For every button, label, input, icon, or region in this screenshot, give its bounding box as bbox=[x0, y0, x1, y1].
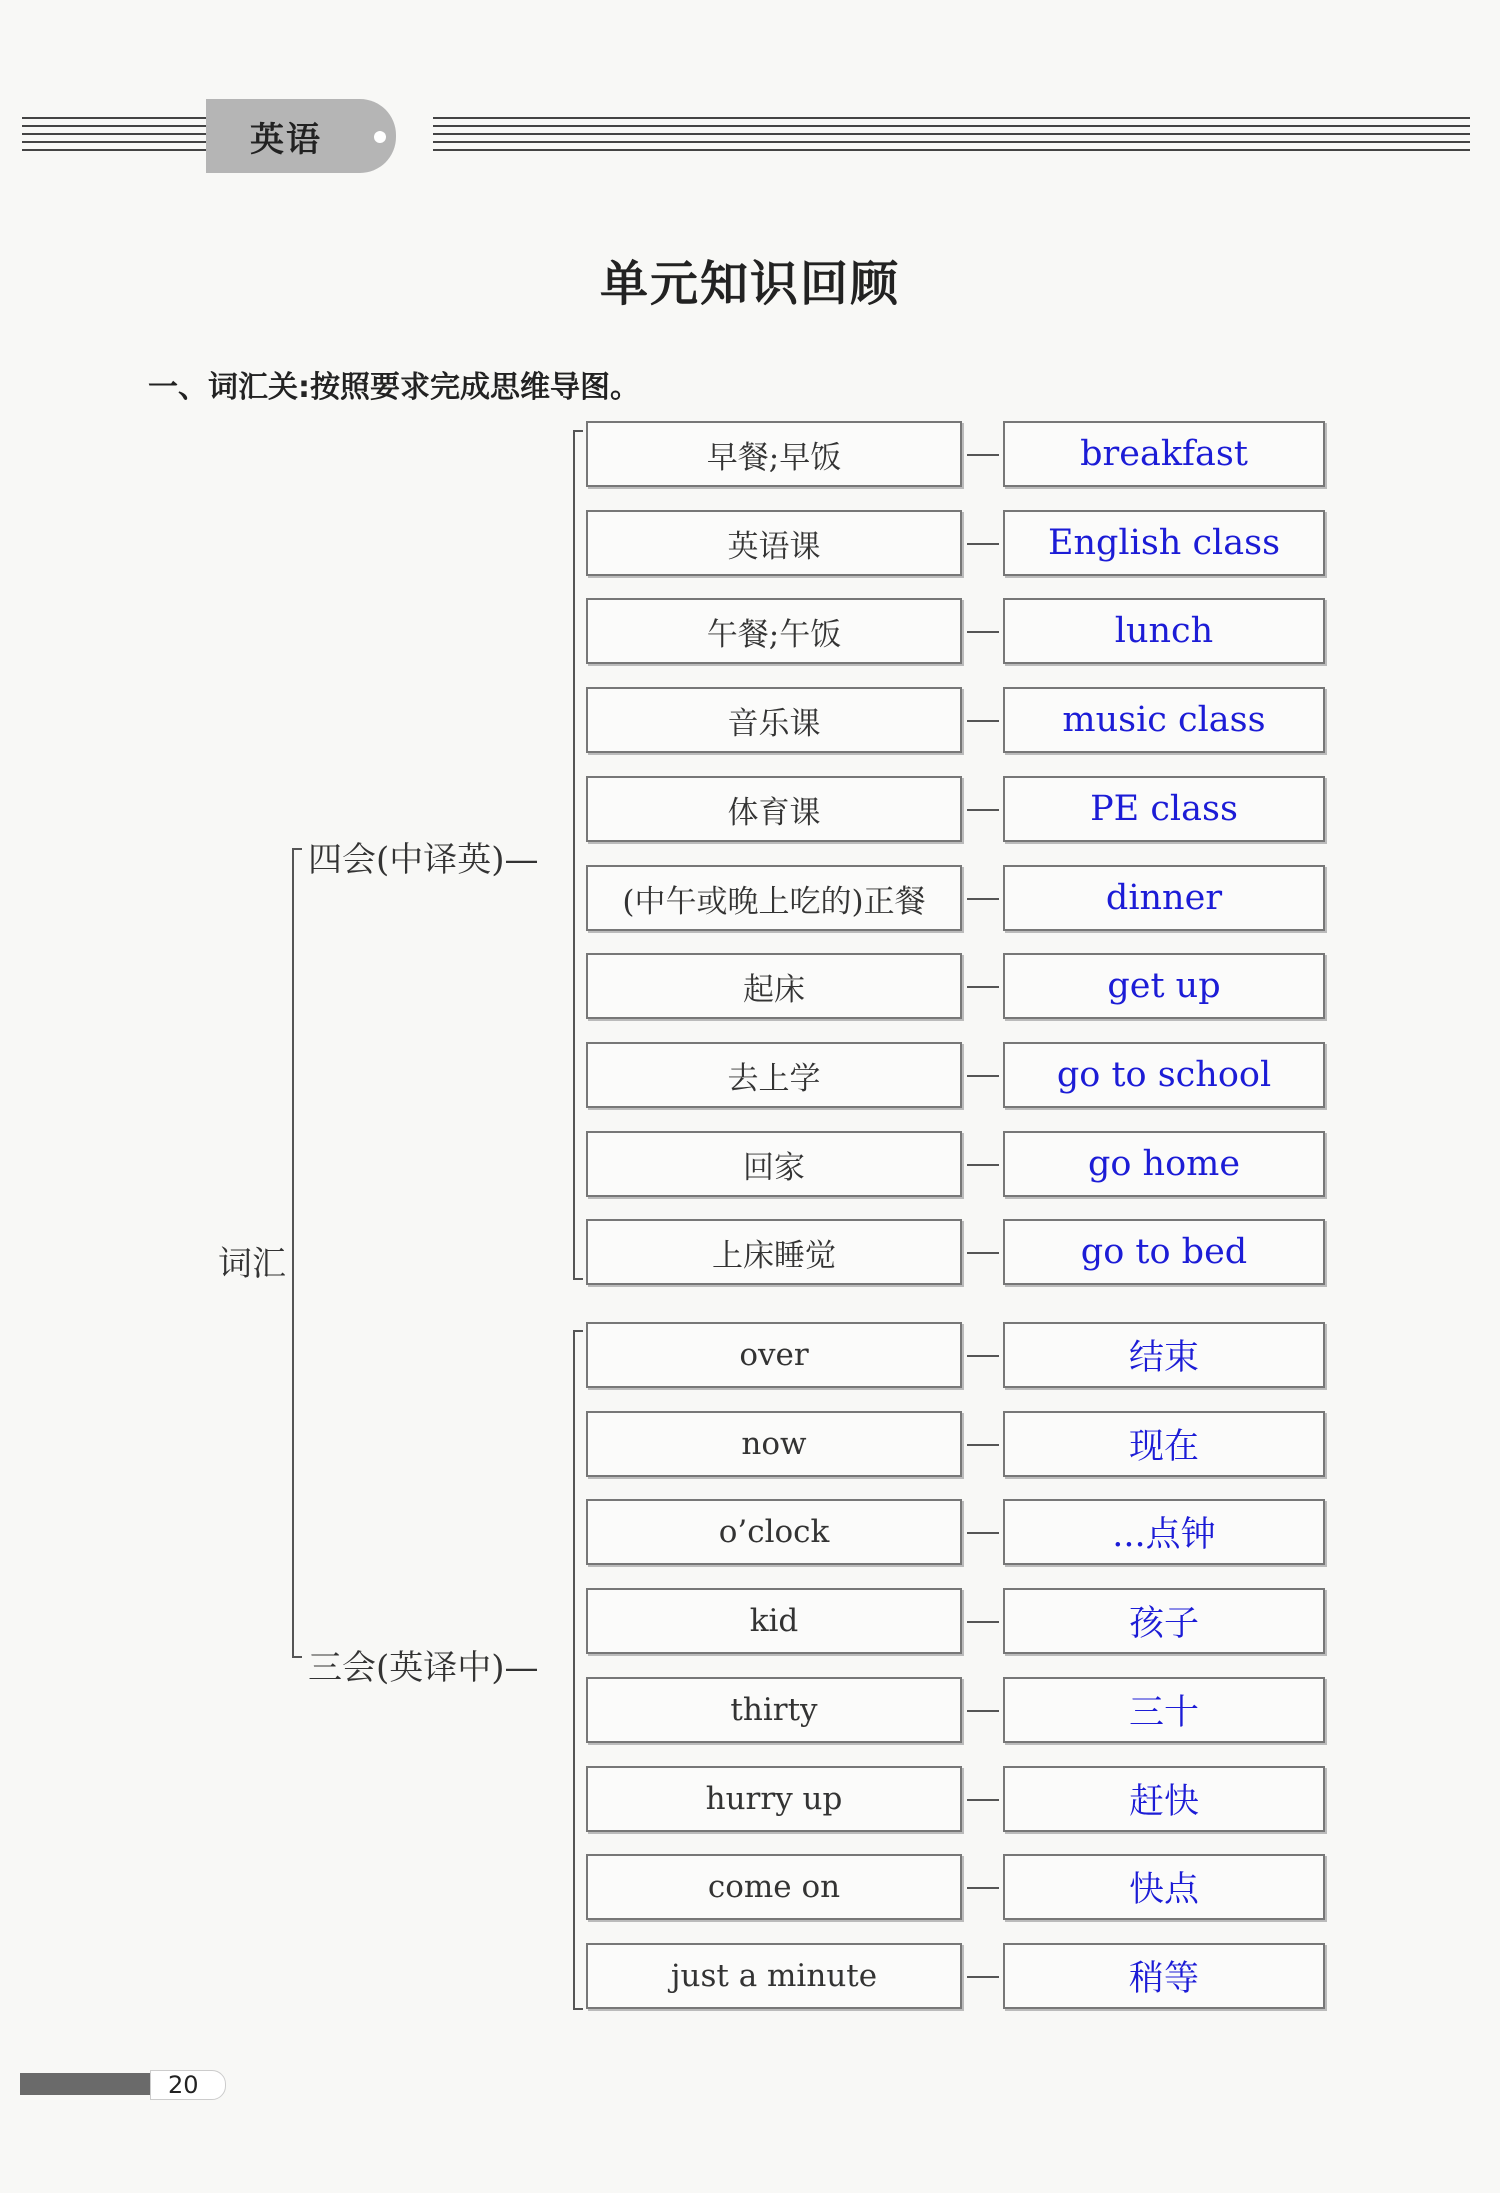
header-rule-right bbox=[433, 117, 1470, 157]
vocab-prompt-box: 体育课 bbox=[586, 776, 962, 842]
vocab-answer-box: ...点钟 bbox=[1003, 1499, 1325, 1565]
vocab-answer-box: breakfast bbox=[1003, 421, 1325, 487]
vocab-prompt-box: 英语课 bbox=[586, 510, 962, 576]
tab-dot-icon bbox=[374, 131, 386, 143]
vocab-prompt-box: o’clock bbox=[586, 1499, 962, 1565]
connector-dash bbox=[967, 1444, 999, 1446]
vocab-prompt-box: hurry up bbox=[586, 1766, 962, 1832]
branch-bracket-three-skills bbox=[573, 1330, 575, 2010]
vocab-answer-box: dinner bbox=[1003, 865, 1325, 931]
page-number: 20 bbox=[168, 2071, 199, 2099]
connector-dash bbox=[967, 1075, 999, 1077]
vocab-prompt-box: 音乐课 bbox=[586, 687, 962, 753]
connector-dash bbox=[967, 1887, 999, 1889]
vocab-answer-box: lunch bbox=[1003, 598, 1325, 664]
connector-dash bbox=[967, 898, 999, 900]
vocab-answer-box: 快点 bbox=[1003, 1854, 1325, 1920]
mindmap-root: 词汇 bbox=[218, 1244, 286, 1284]
vocab-answer-box: 现在 bbox=[1003, 1411, 1325, 1477]
connector-dash bbox=[967, 1355, 999, 1357]
connector-dash bbox=[967, 986, 999, 988]
vocab-prompt-box: 回家 bbox=[586, 1131, 962, 1197]
connector-dash bbox=[967, 631, 999, 633]
vocab-prompt-box: 起床 bbox=[586, 953, 962, 1019]
vocab-answer-box: 三十 bbox=[1003, 1677, 1325, 1743]
section-heading: 一、词汇关:按照要求完成思维导图。 bbox=[148, 370, 640, 405]
branch-label-four-skills: 四会(中译英)— bbox=[308, 840, 539, 880]
connector-dash bbox=[967, 809, 999, 811]
vocab-prompt-box: just a minute bbox=[586, 1943, 962, 2009]
vocab-answer-box: PE class bbox=[1003, 776, 1325, 842]
vocab-prompt-box: 早餐;早饭 bbox=[586, 421, 962, 487]
connector-dash bbox=[967, 720, 999, 722]
connector-dash bbox=[967, 454, 999, 456]
vocab-answer-box: music class bbox=[1003, 687, 1325, 753]
vocab-prompt-box: kid bbox=[586, 1588, 962, 1654]
connector-dash bbox=[967, 1252, 999, 1254]
page-title: 单元知识回顾 bbox=[599, 256, 900, 312]
connector-dash bbox=[967, 1976, 999, 1978]
vocab-answer-box: English class bbox=[1003, 510, 1325, 576]
vocab-answer-box: 赶快 bbox=[1003, 1766, 1325, 1832]
vocab-answer-box: get up bbox=[1003, 953, 1325, 1019]
vocab-answer-box: 孩子 bbox=[1003, 1588, 1325, 1654]
connector-dash bbox=[967, 1164, 999, 1166]
vocab-prompt-box: now bbox=[586, 1411, 962, 1477]
connector-dash bbox=[967, 543, 999, 545]
connector-dash bbox=[967, 1621, 999, 1623]
root-bracket bbox=[292, 848, 294, 1658]
vocab-prompt-box: 午餐;午饭 bbox=[586, 598, 962, 664]
branch-label-three-skills: 三会(英译中)— bbox=[308, 1648, 539, 1688]
vocab-prompt-box: over bbox=[586, 1322, 962, 1388]
vocab-answer-box: 结束 bbox=[1003, 1322, 1325, 1388]
subject-label: 英语 bbox=[250, 120, 322, 160]
vocab-answer-box: go to school bbox=[1003, 1042, 1325, 1108]
vocab-prompt-box: 去上学 bbox=[586, 1042, 962, 1108]
vocab-prompt-box: 上床睡觉 bbox=[586, 1219, 962, 1285]
branch-bracket-four-skills bbox=[573, 430, 575, 1280]
vocab-prompt-box: (中午或晚上吃的)正餐 bbox=[586, 865, 962, 931]
connector-dash bbox=[967, 1710, 999, 1712]
footer-bar bbox=[20, 2073, 155, 2095]
vocab-prompt-box: come on bbox=[586, 1854, 962, 1920]
vocab-prompt-box: thirty bbox=[586, 1677, 962, 1743]
vocab-answer-box: 稍等 bbox=[1003, 1943, 1325, 2009]
connector-dash bbox=[967, 1532, 999, 1534]
connector-dash bbox=[967, 1799, 999, 1801]
vocab-answer-box: go to bed bbox=[1003, 1219, 1325, 1285]
vocab-answer-box: go home bbox=[1003, 1131, 1325, 1197]
header-rule-left bbox=[22, 117, 208, 157]
